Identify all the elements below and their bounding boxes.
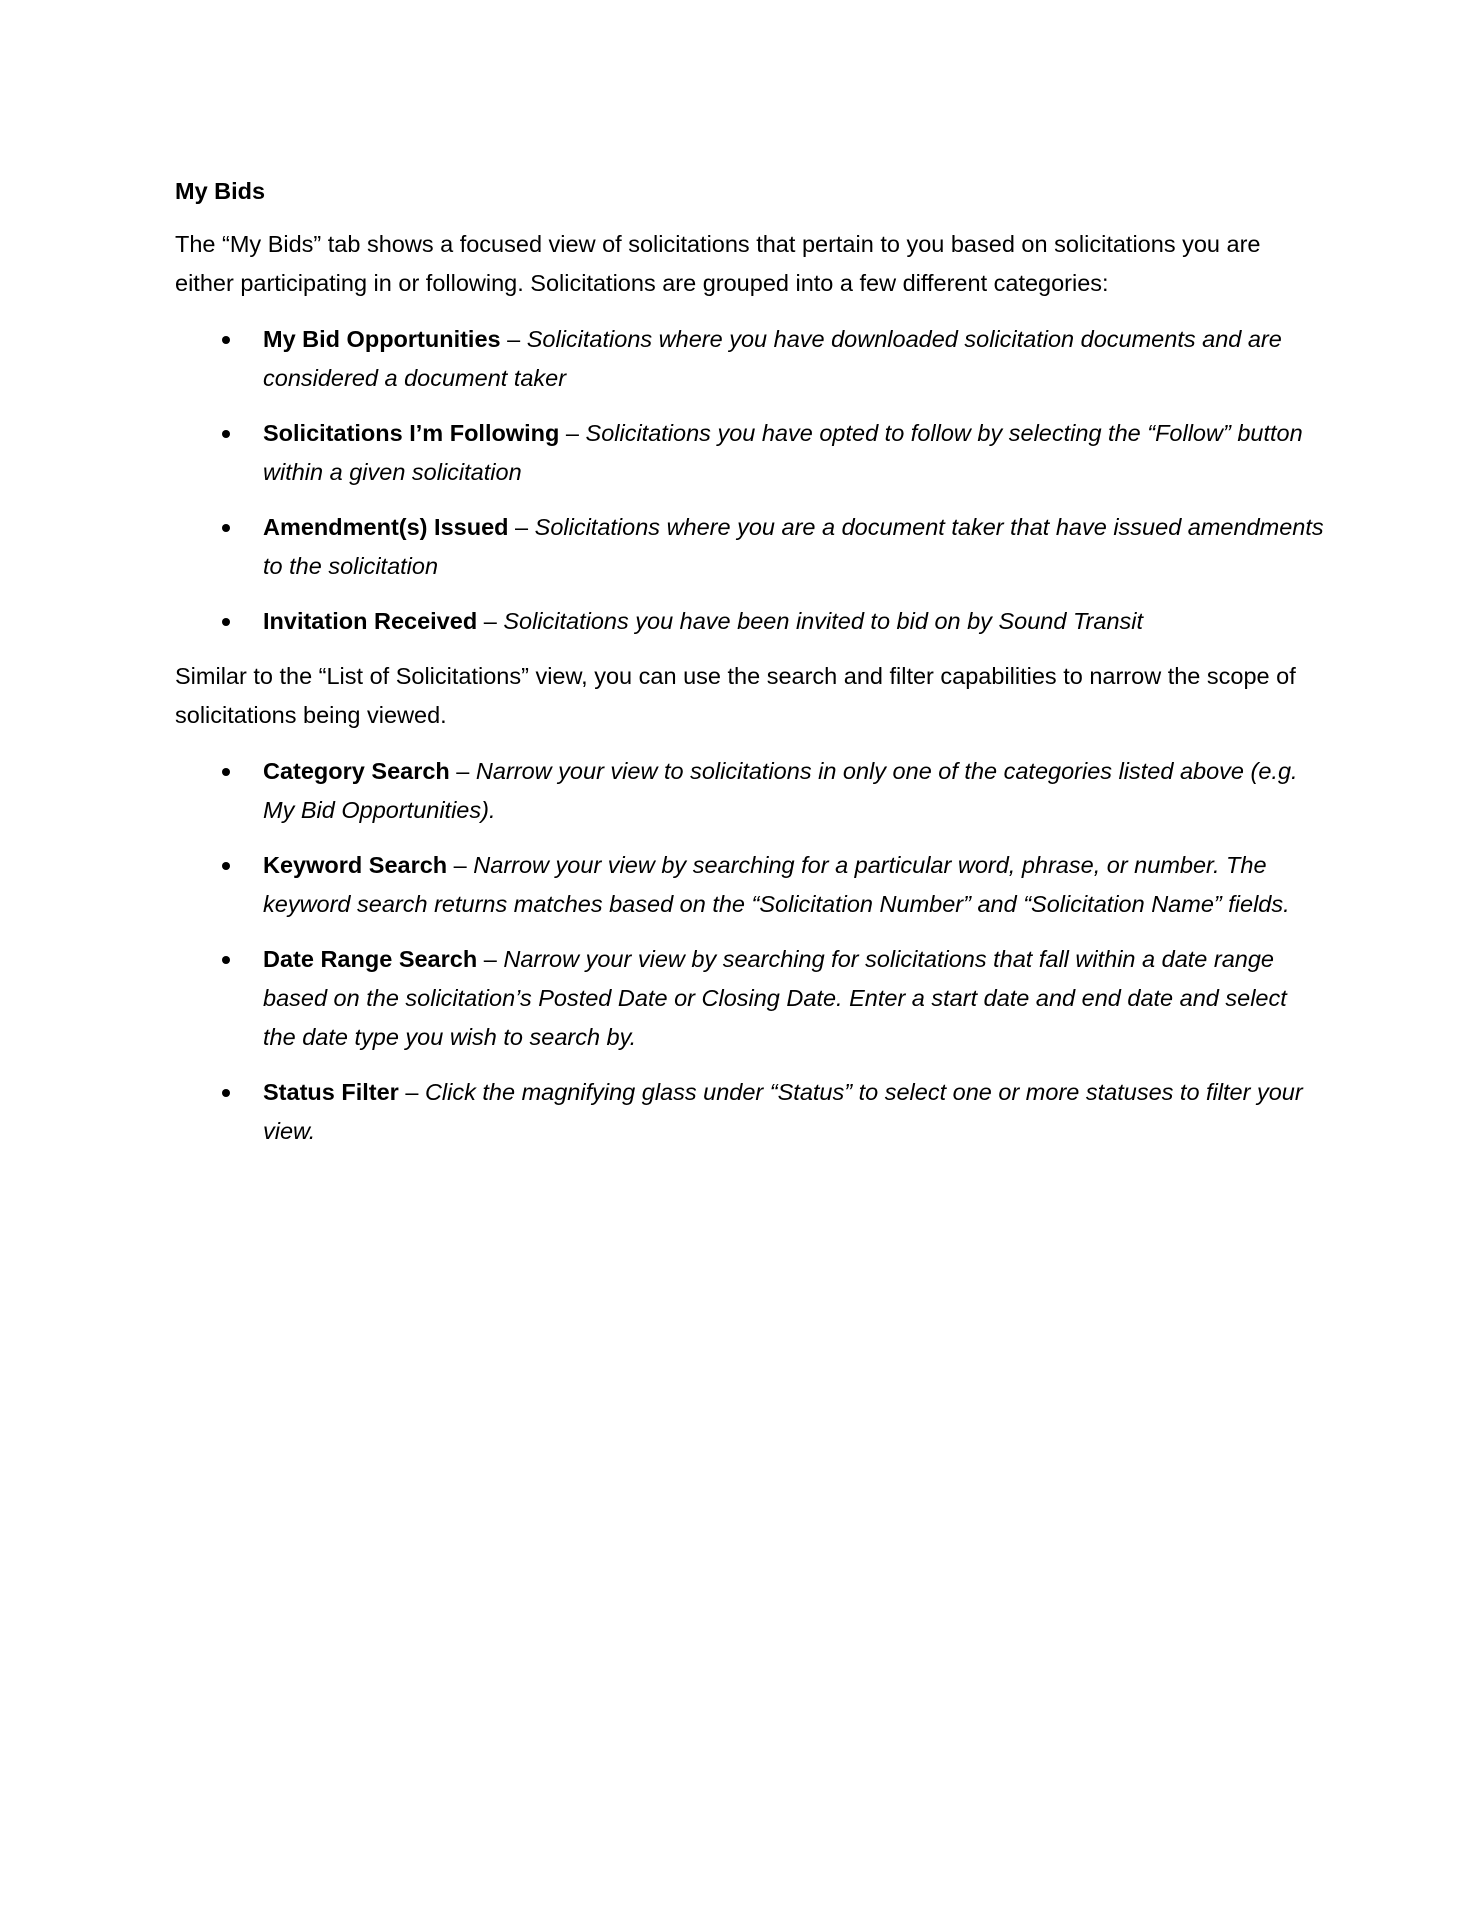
category-term: My Bid Opportunities [263, 326, 501, 352]
list-item [175, 414, 1325, 492]
bullet-icon [222, 618, 230, 626]
category-description: Solicitations where you are a document taker that have issued amendments to the solicitation [263, 514, 1324, 579]
list-item [175, 846, 1325, 924]
search-option-description: Narrow your view by searching for solicitations that fall within a date range based on the solicitation’s Posted Date or Closing Date. Enter a start date and end date and select the date type you wish to search by. [263, 946, 1287, 1050]
category-term: Solicitations I’m Following [263, 420, 560, 446]
list-item [175, 940, 1325, 1057]
search-intro-paragraph: Similar to the “List of Solicitations” view, you can use the search and filter capabilities to narrow the scope of solicitations being viewed. [175, 663, 1296, 728]
dash-separator: – [500, 326, 527, 352]
search-option-description: Click the magnifying glass under “Status” to select one or more statuses to filter your view. [263, 1079, 1303, 1144]
category-description: Solicitations where you have downloaded solicitation documents and are considered a document taker [263, 326, 1282, 391]
dash-separator: – [508, 514, 535, 540]
dash-separator: – [559, 420, 586, 446]
bullet-icon [222, 524, 230, 532]
list-item [175, 1073, 1325, 1151]
list-item [175, 320, 1325, 398]
search-options-list [175, 752, 1325, 1151]
search-option-description: Narrow your view by searching for a particular word, phrase, or number. The keyword search returns matches based on the “Solicitation Number” and “Solicitation Name” fields. [263, 852, 1290, 917]
bullet-icon [222, 430, 230, 438]
document-page [175, 172, 1325, 1167]
search-option-term: Date Range Search [263, 946, 478, 972]
search-option-term: Category Search [263, 758, 450, 784]
category-description: Solicitations you have opted to follow by selecting the “Follow” button within a given solicitation [263, 420, 1303, 485]
section-heading: My Bids [175, 178, 266, 204]
category-term: Invitation Received [263, 608, 478, 634]
list-item [175, 602, 1325, 641]
dash-separator: – [447, 852, 474, 878]
bullet-icon [222, 336, 230, 344]
bullet-icon [222, 1089, 230, 1097]
list-item [175, 752, 1325, 830]
category-term: Amendment(s) Issued [263, 514, 509, 540]
bullet-icon [222, 956, 230, 964]
dash-separator: – [398, 1079, 425, 1105]
intro-paragraph: The “My Bids” tab shows a focused view of solicitations that pertain to you based on solicitations you are either participating in or following. Solicitations are grouped into a few different categories: [175, 231, 1261, 296]
list-item [175, 508, 1325, 586]
dash-separator: – [449, 758, 476, 784]
dash-separator: – [477, 946, 504, 972]
search-option-term: Status Filter [263, 1079, 399, 1105]
dash-separator: – [477, 608, 504, 634]
bullet-icon [222, 768, 230, 776]
search-option-description: Narrow your view to solicitations in only one of the categories listed above (e.g. My Bid Opportunities). [263, 758, 1298, 823]
category-list [175, 320, 1325, 641]
category-description: Solicitations you have been invited to bid on by Sound Transit [503, 608, 1144, 634]
bullet-icon [222, 862, 230, 870]
search-option-term: Keyword Search [263, 852, 448, 878]
